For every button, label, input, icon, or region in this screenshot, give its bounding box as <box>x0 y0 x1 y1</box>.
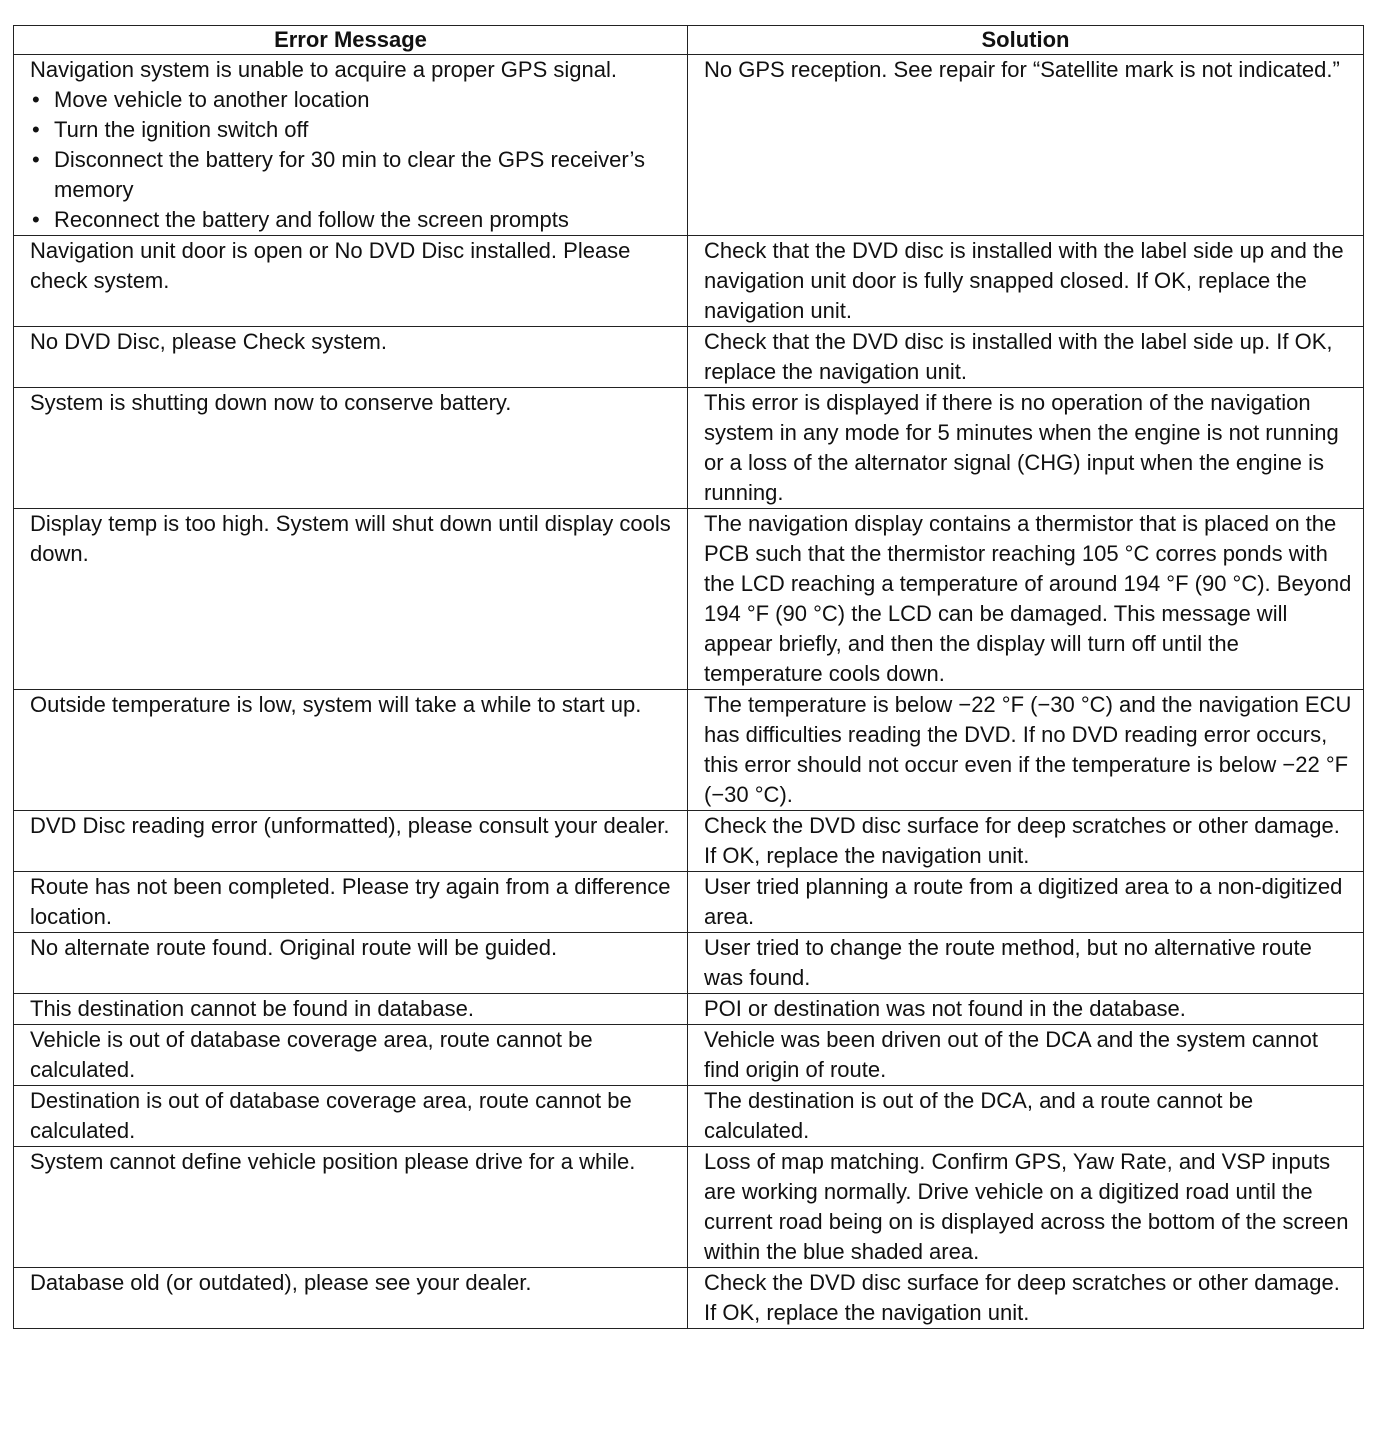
solution-cell: No GPS reception. See repair for “Satellite mark is not indicated.” <box>688 55 1364 236</box>
table-row <box>14 509 1364 690</box>
solution-cell: Check the DVD disc surface for deep scratches or other damage. If OK, replace the navigation unit. <box>688 1268 1364 1329</box>
table-row <box>14 236 1364 327</box>
table-row <box>14 55 1364 236</box>
table-row <box>14 1025 1364 1086</box>
table-row <box>14 1268 1364 1329</box>
step-list <box>30 85 679 235</box>
solution-cell: Loss of map matching. Confirm GPS, Yaw Rate, and VSP inputs are working normally. Drive vehicle on a digitized road until the current road being on is displayed across the bottom of the screen within the blue shaded area. <box>688 1147 1364 1268</box>
solution-cell: The destination is out of the DCA, and a route cannot be calculated. <box>688 1086 1364 1147</box>
solution-cell: User tried to change the route method, but no alternative route was found. <box>688 933 1364 994</box>
error-message-cell: This destination cannot be found in database. <box>14 994 688 1025</box>
error-message-cell: Destination is out of database coverage area, route cannot be calculated. <box>14 1086 688 1147</box>
table-row <box>14 872 1364 933</box>
error-message-cell: Route has not been completed. Please try again from a difference location. <box>14 872 688 933</box>
error-message-cell: Database old (or outdated), please see your dealer. <box>14 1268 688 1329</box>
error-message-cell: No alternate route found. Original route will be guided. <box>14 933 688 994</box>
header-row <box>14 26 1364 55</box>
table-row <box>14 1147 1364 1268</box>
solution-cell: User tried planning a route from a digitized area to a non-digitized area. <box>688 872 1364 933</box>
error-message-header: Error Message <box>14 26 688 55</box>
step-item: • Disconnect the battery for 30 min to clear the GPS receiver’s memory <box>30 145 679 205</box>
table-row <box>14 994 1364 1025</box>
solution-cell: The temperature is below −22 °F (−30 °C) and the navigation ECU has difficulties reading the DVD. If no DVD reading error occurs, this error should not occur even if the temperature is below −22 °F (−30 °C). <box>688 690 1364 811</box>
step-item: • Move vehicle to another location <box>30 85 679 115</box>
error-solution-table <box>13 25 1364 1329</box>
table-row <box>14 388 1364 509</box>
solution-cell: Check that the DVD disc is installed with the label side up. If OK, replace the navigation unit. <box>688 327 1364 388</box>
solution-cell: This error is displayed if there is no operation of the navigation system in any mode for 5 minutes when the engine is not running or a loss of the alternator signal (CHG) input when the engine is running. <box>688 388 1364 509</box>
solution-cell: Check the DVD disc surface for deep scratches or other damage. If OK, replace the navigation unit. <box>688 811 1364 872</box>
step-item: • Turn the ignition switch off <box>30 115 679 145</box>
error-message-cell: No DVD Disc, please Check system. <box>14 327 688 388</box>
solution-cell: The navigation display contains a thermistor that is placed on the PCB such that the thermistor reaching 105 °C corres ponds with the LCD reaching a temperature of around 194 °F (90 °C). Beyond 194 °F (90 °C) the LCD can be damaged. This message will appear briefly, and then the display will turn off until the temperature cools down. <box>688 509 1364 690</box>
error-message-cell: System is shutting down now to conserve battery. <box>14 388 688 509</box>
table-row <box>14 811 1364 872</box>
table-row <box>14 690 1364 811</box>
table-row <box>14 933 1364 994</box>
error-message-cell: Display temp is too high. System will shut down until display cools down. <box>14 509 688 690</box>
table-row <box>14 1086 1364 1147</box>
solution-cell: POI or destination was not found in the database. <box>688 994 1364 1025</box>
error-message-text: Navigation system is unable to acquire a proper GPS signal. <box>30 57 617 82</box>
error-message-cell: Vehicle is out of database coverage area, route cannot be calculated. <box>14 1025 688 1086</box>
solution-cell: Vehicle was been driven out of the DCA and the system cannot find origin of route. <box>688 1025 1364 1086</box>
table-row <box>14 327 1364 388</box>
error-message-cell: Navigation unit door is open or No DVD Disc installed. Please check system. <box>14 236 688 327</box>
error-message-cell: System cannot define vehicle position please drive for a while. <box>14 1147 688 1268</box>
step-item: • Reconnect the battery and follow the screen prompts <box>30 205 679 235</box>
error-message-cell: DVD Disc reading error (unformatted), please consult your dealer. <box>14 811 688 872</box>
error-message-cell: Outside temperature is low, system will take a while to start up. <box>14 690 688 811</box>
solution-header: Solution <box>688 26 1364 55</box>
error-message-cell <box>14 55 688 236</box>
solution-cell: Check that the DVD disc is installed with the label side up and the navigation unit door is fully snapped closed. If OK, replace the navigation unit. <box>688 236 1364 327</box>
